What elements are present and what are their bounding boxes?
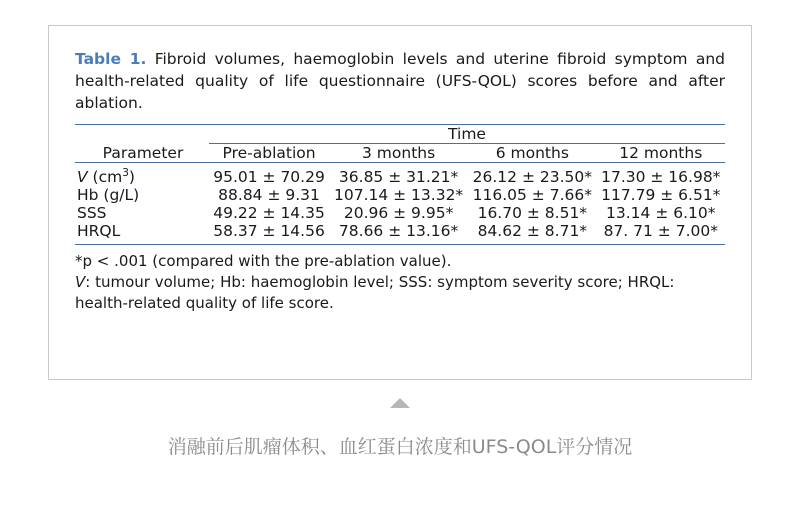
group-header-empty-cell xyxy=(75,125,209,143)
row-parameter: HRQL xyxy=(77,222,121,241)
table-footnotes xyxy=(75,245,725,314)
row-value-6-months: 16.70 ± 8.51* xyxy=(477,204,588,223)
footnote-abbreviations xyxy=(75,272,725,314)
table-caption-label: Table 1. xyxy=(75,50,147,68)
row-value-12-months: 17.30 ± 16.98* xyxy=(601,168,721,187)
row-parameter: SSS xyxy=(77,204,107,223)
figure-caption: 消融前后肌瘤体积、血红蛋白浓度和UFS-QOL评分情况 xyxy=(167,436,633,458)
group-header-row xyxy=(75,125,725,143)
row-parameter-tail: ) xyxy=(128,168,135,187)
row-value-6-months: 26.12 ± 23.50* xyxy=(472,168,592,187)
row-parameter-symbol: V xyxy=(77,168,88,187)
row-parameter: Hb (g/L) xyxy=(77,186,140,205)
row-value-3-months: 20.96 ± 9.95* xyxy=(343,204,454,223)
row-parameter xyxy=(75,167,209,186)
footnote-abbrev-text: : tumour volume; Hb: haemoglobin level; SSS: symptom severity score; HRQL: health-related quality of life score. xyxy=(75,273,675,313)
data-table xyxy=(75,125,725,245)
column-header-row xyxy=(75,144,725,162)
table-inner xyxy=(49,26,751,314)
table-caption xyxy=(75,48,725,114)
row-value-6-months: 116.05 ± 7.66* xyxy=(472,186,592,205)
column-header-pre-ablation: Pre-ablation xyxy=(222,144,316,162)
triangle-up-icon xyxy=(390,398,410,408)
table-card xyxy=(48,25,752,380)
row-parameter-unit: (cm xyxy=(87,168,123,187)
row-value-3-months: 36.85 ± 31.21* xyxy=(338,168,459,187)
footnote-significance: *p < .001 (compared with the pre-ablation value). xyxy=(75,252,452,271)
row-value-3-months: 78.66 ± 13.16* xyxy=(338,222,459,241)
row-parameter-exponent: 3 xyxy=(122,167,129,179)
footnote-abbrev-symbol: V xyxy=(75,273,86,292)
row-value-12-months: 13.14 ± 6.10* xyxy=(606,204,716,223)
table-row xyxy=(75,167,725,186)
group-header-time: Time xyxy=(448,125,486,143)
column-header-3-months: 3 months xyxy=(362,144,436,162)
table-caption-text: Fibroid volumes, haemoglobin levels and uterine fibroid symptom and health-related quality of life questionnaire (UFS-QOL) scores before and after ablation. xyxy=(75,50,725,112)
column-header-6-months: 6 months xyxy=(495,144,569,162)
column-header-parameter: Parameter xyxy=(102,144,184,162)
table-row xyxy=(75,204,725,222)
row-value-pre-ablation: 58.37 ± 14.56 xyxy=(213,222,325,241)
row-value-pre-ablation: 95.01 ± 70.29 xyxy=(213,168,325,187)
row-value-12-months: 117.79 ± 6.51* xyxy=(601,186,721,205)
table-row xyxy=(75,186,725,204)
row-value-12-months: 87. 71 ± 7.00* xyxy=(603,222,718,241)
row-value-3-months: 107.14 ± 13.32* xyxy=(333,186,464,205)
column-header-12-months: 12 months xyxy=(619,144,703,162)
row-value-pre-ablation: 88.84 ± 9.31 xyxy=(218,186,320,205)
table-row xyxy=(75,222,725,240)
row-value-pre-ablation: 49.22 ± 14.35 xyxy=(213,204,325,223)
row-value-6-months: 84.62 ± 8.71* xyxy=(477,222,588,241)
